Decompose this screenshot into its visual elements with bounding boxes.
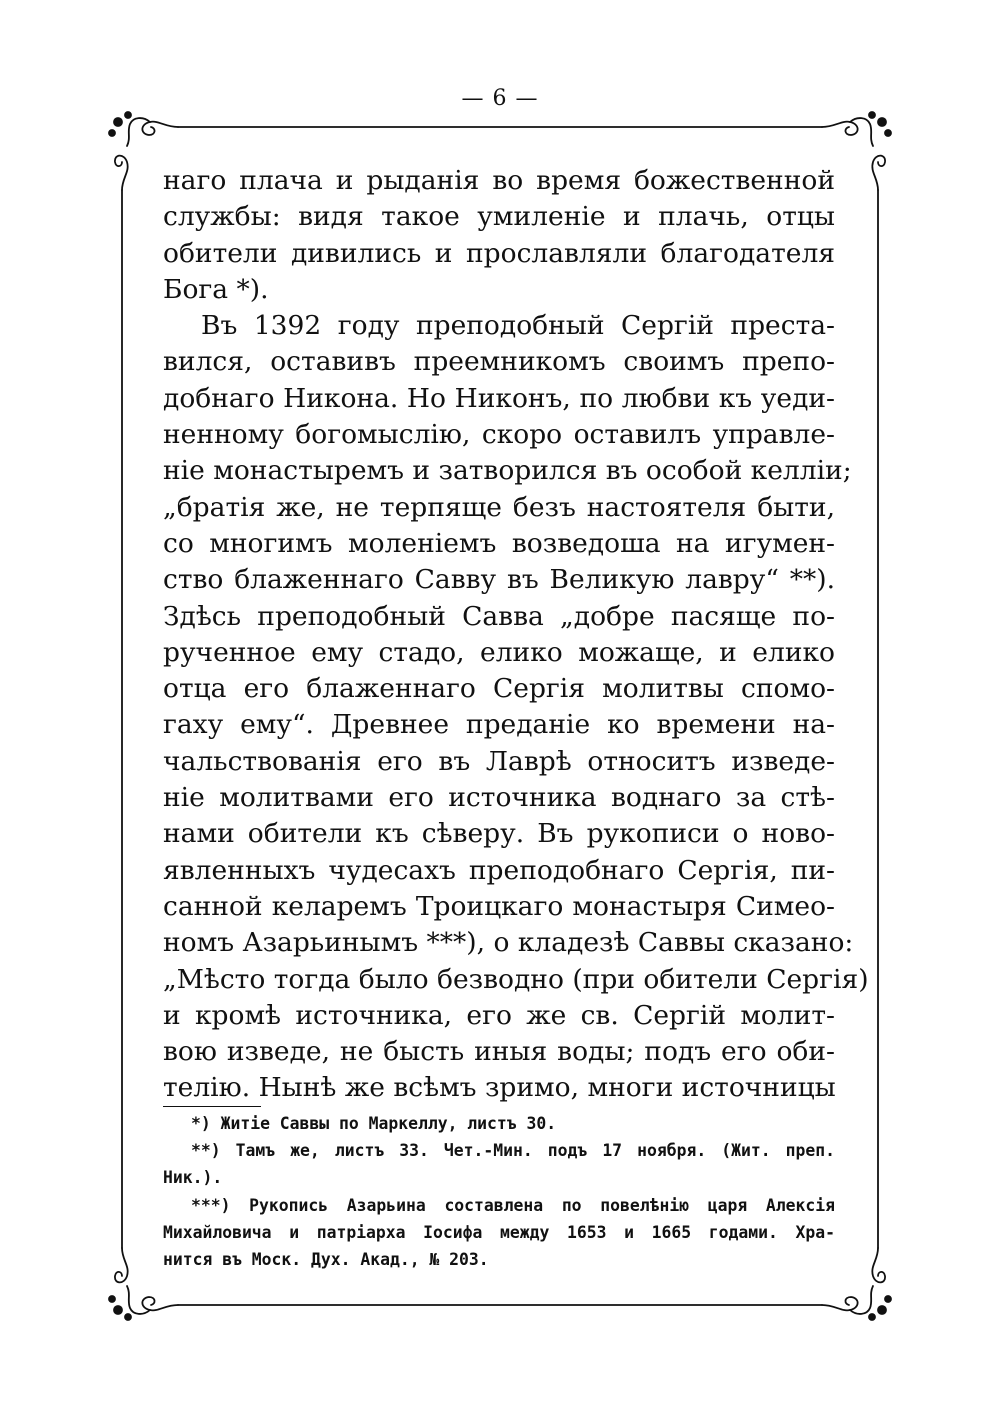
body-line: вился, оставивъ преемникомъ своимъ препо- <box>163 346 835 378</box>
body-line: ніе монастыремъ и затворился въ особой келліи; <box>163 455 852 487</box>
body-line: отца его блаженнаго Сергія молитвы спомо- <box>163 673 835 705</box>
body-line: Бога *). <box>163 273 269 305</box>
footnote-line: нится въ Моск. Дух. Акад., № 203. <box>163 1249 489 1269</box>
body-line: и кромѣ источника, его же св. Сергій молит- <box>163 999 835 1031</box>
body-line: нами обители къ сѣверу. Въ рукописи о ново- <box>163 818 835 850</box>
body-line: наго плача и рыданія во время божественной <box>163 165 835 196</box>
body-line: со многимъ моленіемъ возведоша на игумен- <box>163 527 835 559</box>
body-line: Въ 1392 году преподобный Сергій преста- <box>201 310 835 342</box>
body-line: телію. Нынѣ же всѣмъ зримо, многи источницы <box>163 1072 836 1104</box>
footnote-line: ***) Рукопись Азарьина составлена по повелѣнію царя Алексія <box>191 1195 835 1215</box>
footnotes <box>163 1110 835 1273</box>
body-line: „братія же, не терпяще безъ настоятеля быти, <box>163 491 835 523</box>
body-line: „Мѣсто тогда было безводно (при обители Сергія) <box>163 963 869 995</box>
body-line: гаху ему“. Древнее преданіе ко времени на- <box>163 709 835 741</box>
footnote-line: **) Тамъ же, листъ 33. Чет.-Мин. подъ 17 ноября. (Жит. преп. <box>191 1141 835 1161</box>
footnote-line: Ник.). <box>163 1168 223 1188</box>
body-line: явленныхъ чудесахъ преподобнаго Сергія, пи- <box>163 854 835 886</box>
body-line: ніе молитвами его источника воднаго за стѣ- <box>163 782 835 814</box>
body-line: обители дивились и прославляли благодателя <box>163 237 835 269</box>
body-text <box>163 163 869 1107</box>
body-line: номъ Азарьинымъ ***), о кладезѣ Саввы сказано: <box>163 927 854 959</box>
body-line: рученное ему стадо, елико можаще, и елико <box>163 636 835 668</box>
body-line: чальствованія его въ Лаврѣ относитъ изведе- <box>163 745 835 777</box>
body-line: ство блаженнаго Савву въ Великую лавру“ **). <box>163 564 835 596</box>
body-line: службы: видя такое умиленіе и плачь, отцы <box>163 201 835 233</box>
body-line: вою изведе, не бысть иныя воды; подъ его оби- <box>163 1036 835 1068</box>
footnote-line: Михайловича и патріарха Іосифа между 1653 и 1665 годами. Хра- <box>163 1222 835 1242</box>
body-line: Здѣсь преподобный Савва „добре пасяще по- <box>163 600 835 632</box>
body-line: добнаго Никона. Но Никонъ, по любви къ уеди- <box>163 382 835 414</box>
footnote-line: *) Житіе Саввы по Маркеллу, листъ 30. <box>191 1114 557 1133</box>
body-line: ненному богомыслію, скоро оставилъ управле- <box>163 419 835 451</box>
page-number: — 6 — <box>461 86 539 111</box>
body-line: санной келаремъ Троицкаго монастыря Симео- <box>163 890 835 922</box>
footnote-separator <box>163 1106 261 1107</box>
